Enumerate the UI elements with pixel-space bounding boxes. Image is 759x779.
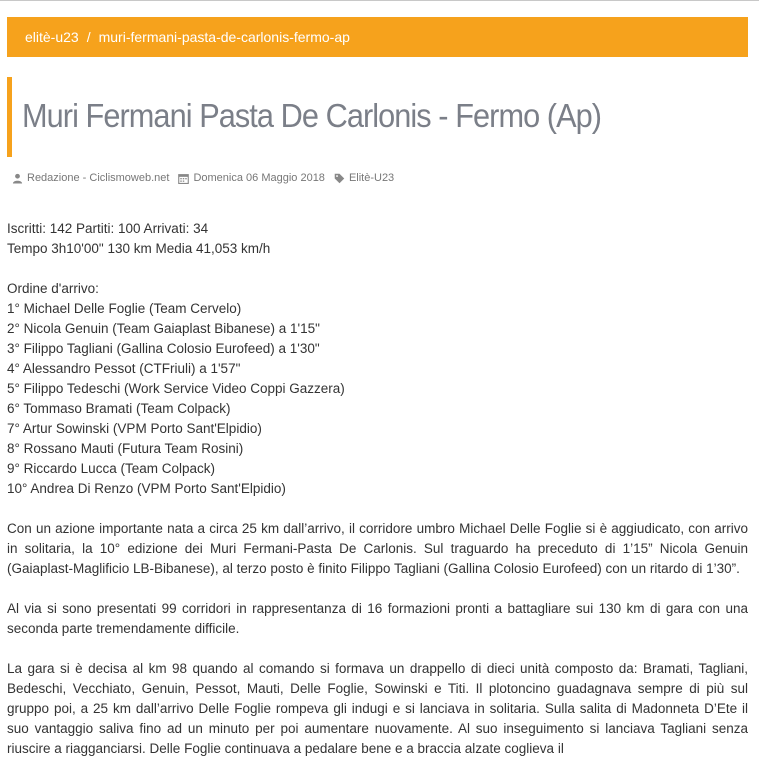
article-paragraph: Al via si sono presentati 99 corridori in rappresentanza di 16 formazioni pronti a battagliare sui 130 km di gara con una seconda parte tremendamente difficile. [7,601,748,636]
article-title: Muri Fermani Pasta De Carlonis - Fermo (Ap) [22,97,602,134]
meta-date [178,172,324,185]
article-title-block [7,77,748,157]
stats-line-1: Iscritti: 142 Partiti: 100 Arrivati: 34 [7,221,209,236]
tag-icon [334,173,345,184]
result-item: 4° Alessandro Pessot (CTFriuli) a 1'57" [7,361,241,376]
article-body [7,219,748,779]
breadcrumb-current-link[interactable]: muri-fermani-pasta-de-carlonis-fermo-ap [98,29,350,45]
article-paragraph: Con un azione importante nata a circa 25 km dall’arrivo, il corridore umbro Michael Delle Foglie si è aggiudicato, con arrivo in solitaria, la 10° edizione dei Muri Fermani-Pasta De Carlonis. Sul traguardo ha preceduto di 1’15” Nicola Genuin (Gaiaplast-Maglificio LB-Bibanese), al terzo posto è finito Filippo Tagliani (Gallina Colosio Eurofeed) con un ritardo di 1’30”. [7,521,748,576]
meta-date-text: Domenica 06 Maggio 2018 [193,172,325,184]
race-stats [7,219,748,259]
result-item: 10° Andrea Di Renzo (VPM Porto Sant'Elpidio) [7,481,286,496]
result-item: 1° Michael Delle Foglie (Team Cervelo) [7,301,242,316]
result-item: 5° Filippo Tedeschi (Work Service Video Coppi Gazzera) [7,381,345,396]
article-paragraph: La gara si è decisa al km 98 quando al comando si formava un drappello di dieci unità composto da: Bramati, Tagliani, Bedeschi, Vecchiato, Genuin, Pessot, Mauti, Delle Foglie, Sowinski e Titi. Il plotoncino guadagnava sempre di più sul gruppo poi, a 25 km dall’arrivo Delle Foglie rompeva gli indugi e si lanciava in solitaria. Sulla salita di Madonneta D’Ete il suo vantaggio saliva fino ad un minuto per poi aumentare nuovamente. Al suo inseguimento si lanciava Tagliani senza riuscire a riagganciarsi. Delle Foglie continuava a pedalare bene e a braccia alzate coglieva il [7,661,748,756]
meta-author-text: Redazione - Ciclismoweb.net [27,172,170,184]
result-item: 9° Riccardo Lucca (Team Colpack) [7,461,215,476]
meta-author[interactable] [12,172,169,185]
result-item: 3° Filippo Tagliani (Gallina Colosio Eurofeed) a 1'30" [7,341,320,356]
result-item: 8° Rossano Mauti (Futura Team Rosini) [7,441,244,456]
stats-line-2: Tempo 3h10'00" 130 km Media 41,053 km/h [7,241,271,256]
article-meta [12,172,403,185]
results-heading: Ordine d'arrivo: [7,281,99,296]
result-item: 2° Nicola Genuin (Team Gaiaplast Bibanese) a 1'15" [7,321,320,336]
breadcrumb-category-link[interactable]: elitè-u23 [25,29,79,45]
results-list [7,279,748,499]
meta-tag-text: Elitè-U23 [348,172,395,184]
calendar-icon [178,173,189,184]
breadcrumb [7,17,748,57]
breadcrumb-separator: / [86,29,91,45]
result-item: 7° Artur Sowinski (VPM Porto Sant'Elpidio) [7,421,262,436]
meta-tag[interactable] [334,172,394,185]
user-icon [12,173,23,184]
result-item: 6° Tommaso Bramati (Team Colpack) [7,401,231,416]
